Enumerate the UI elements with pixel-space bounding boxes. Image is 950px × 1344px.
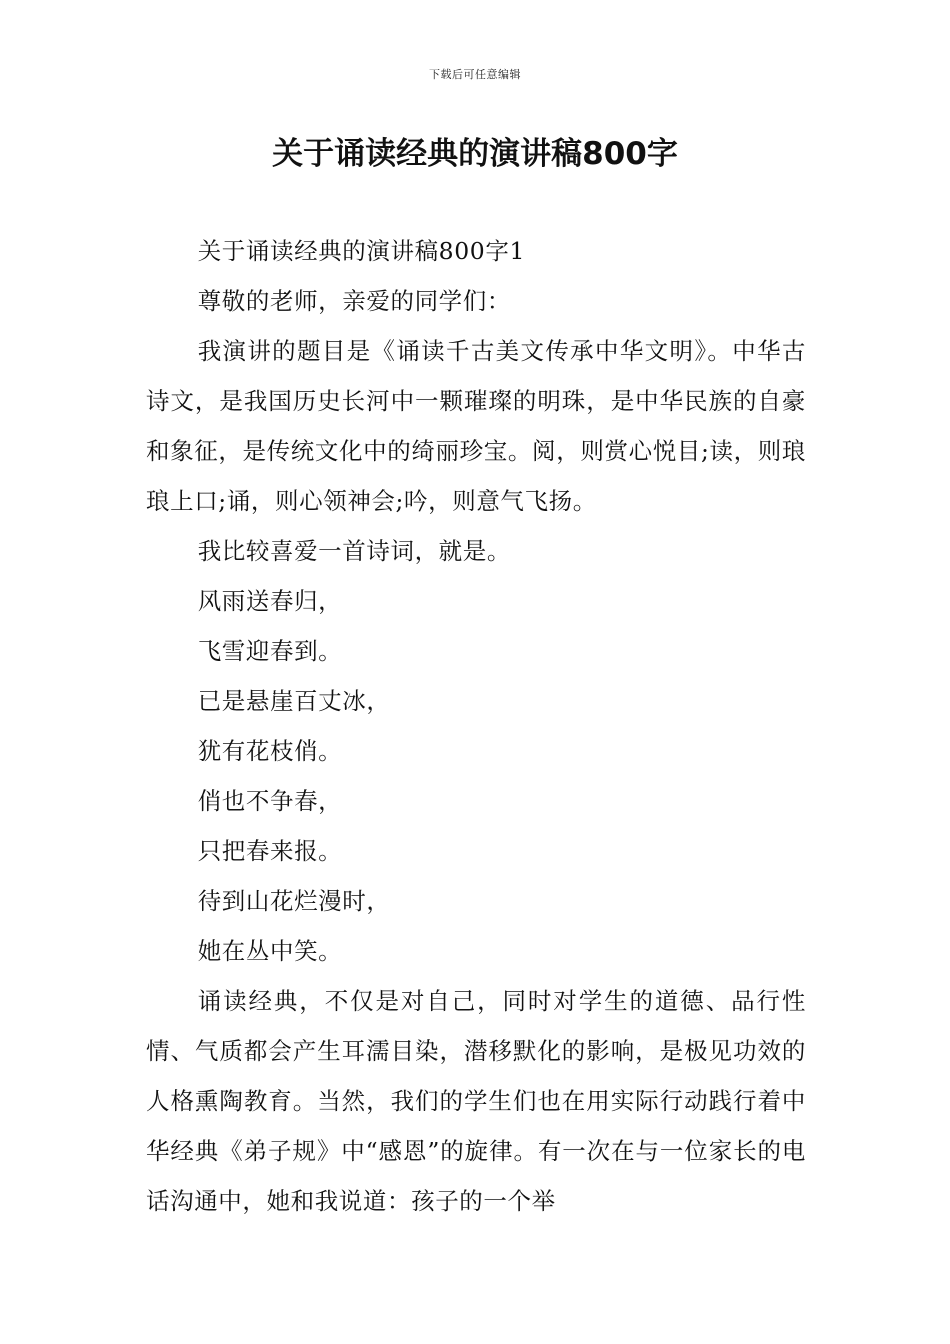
paragraph-salutation: 尊敬的老师，亲爱的同学们： <box>197 287 511 315</box>
paragraph-subtitle: 关于诵读经典的演讲稿800字1 <box>197 237 525 265</box>
paragraph-poem-intro: 我比较喜爱一首诗词，就是。 <box>197 537 511 565</box>
poem-line: 俏也不争春， <box>197 787 343 815</box>
document-title: 关于诵读经典的演讲稿800字 <box>272 136 678 172</box>
poem-line: 只把春来报。 <box>197 837 343 865</box>
poem-line: 已是悬崖百丈冰， <box>197 687 391 715</box>
paragraph-intro: 我演讲的题目是《诵读千古美文传承中华文明》。中华古诗文，是我国历史长河中一颗璀璨的明珠，是中华民族的自豪和象征，是传统文化中的绮丽珍宝。阅，则赏心悦目;读，则琅琅上口;诵，则心领神会;吟，则意气飞扬。 <box>146 337 806 515</box>
paragraph-reading-benefits: 诵读经典，不仅是对自己，同时对学生的道德、品行性情、气质都会产生耳濡目染，潜移默化的影响，是极见功效的人格熏陶教育。当然，我们的学生们也在用实际行动践行着中华经典《弟子规》中“感恩”的旋律。有一次在与一位家长的电话沟通中，她和我说道：孩子的一个举 <box>146 987 806 1215</box>
header-note: 下载后可任意编辑 <box>429 68 521 81</box>
poem-line: 犹有花枝俏。 <box>197 737 343 765</box>
poem-line: 飞雪迎春到。 <box>197 637 343 665</box>
poem-line: 风雨送春归， <box>197 587 343 615</box>
document-body <box>146 226 806 1226</box>
poem-line: 待到山花烂漫时， <box>197 887 391 915</box>
poem-line: 她在丛中笑。 <box>197 937 343 965</box>
